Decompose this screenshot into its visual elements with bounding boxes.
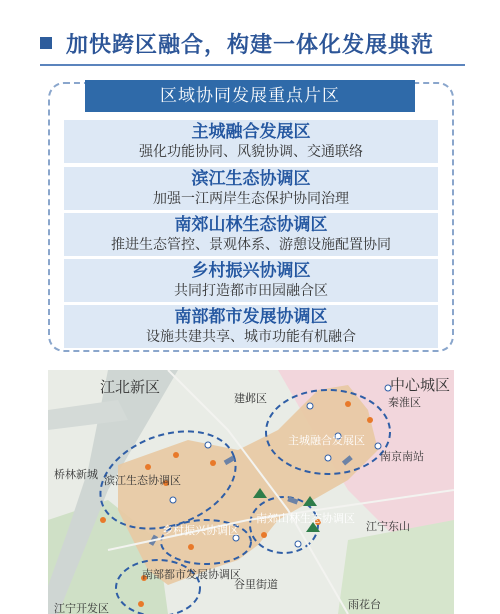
zone-description: 强化功能协同、风貌协调、交通联络 [139, 143, 363, 159]
zone-name: 主城融合发展区 [191, 122, 311, 141]
label-jiangning-kaifa: 江宁开发区 [54, 603, 109, 614]
section-title: 加快跨区融合，构建一体化发展典范 [66, 32, 435, 57]
zone-description: 设施共建共享、城市功能有机融合 [146, 328, 356, 344]
zone-card-binjiang [64, 167, 438, 210]
title-underline [40, 64, 465, 66]
zone-card-nanbu [64, 305, 438, 348]
label-qinhuai: 秦淮区 [388, 397, 421, 409]
label-yuhuatai: 雨花台 [348, 599, 381, 611]
zone-card-zhucheng [64, 120, 438, 163]
zone-description: 推进生态管控、景观体系、游憩设施配置协同 [111, 236, 391, 252]
label-jianye: 建邺区 [234, 393, 267, 405]
label-zhucheng: 主城融合发展区 [288, 435, 365, 447]
label-jiangbei: 江北新区 [100, 379, 161, 396]
panel-title: 区域协同发展重点片区 [85, 80, 415, 112]
label-qiaolin: 桥林新城 [54, 469, 98, 481]
regional-map [48, 370, 454, 614]
label-zhongxin: 中心城区 [390, 377, 451, 394]
zone-name: 乡村振兴协调区 [191, 261, 311, 280]
label-gulijiedao: 谷里街道 [234, 579, 278, 591]
label-nanjing-south: 南京南站 [380, 451, 424, 463]
label-nanbu: 南部都市发展协调区 [142, 569, 241, 581]
label-binjiang: 滨江生态协调区 [104, 475, 181, 487]
zone-card-nanjiao [64, 213, 438, 256]
square-bullet-icon [40, 37, 52, 49]
zone-name: 滨江生态协调区 [191, 169, 311, 188]
label-nanjiao: 南郊山林生态协调区 [256, 513, 355, 525]
label-xiangcun: 乡村振兴协调区 [162, 525, 239, 537]
zone-name: 南部都市发展协调区 [174, 307, 328, 326]
zone-name: 南郊山林生态协调区 [174, 215, 328, 234]
section-header [0, 26, 500, 62]
zone-description: 加强一江两岸生态保护协同治理 [153, 190, 349, 206]
zone-description: 共同打造都市田园融合区 [174, 282, 328, 298]
zone-card-xiangcun [64, 259, 438, 302]
label-jiangning-dongshan: 江宁东山 [366, 521, 410, 533]
